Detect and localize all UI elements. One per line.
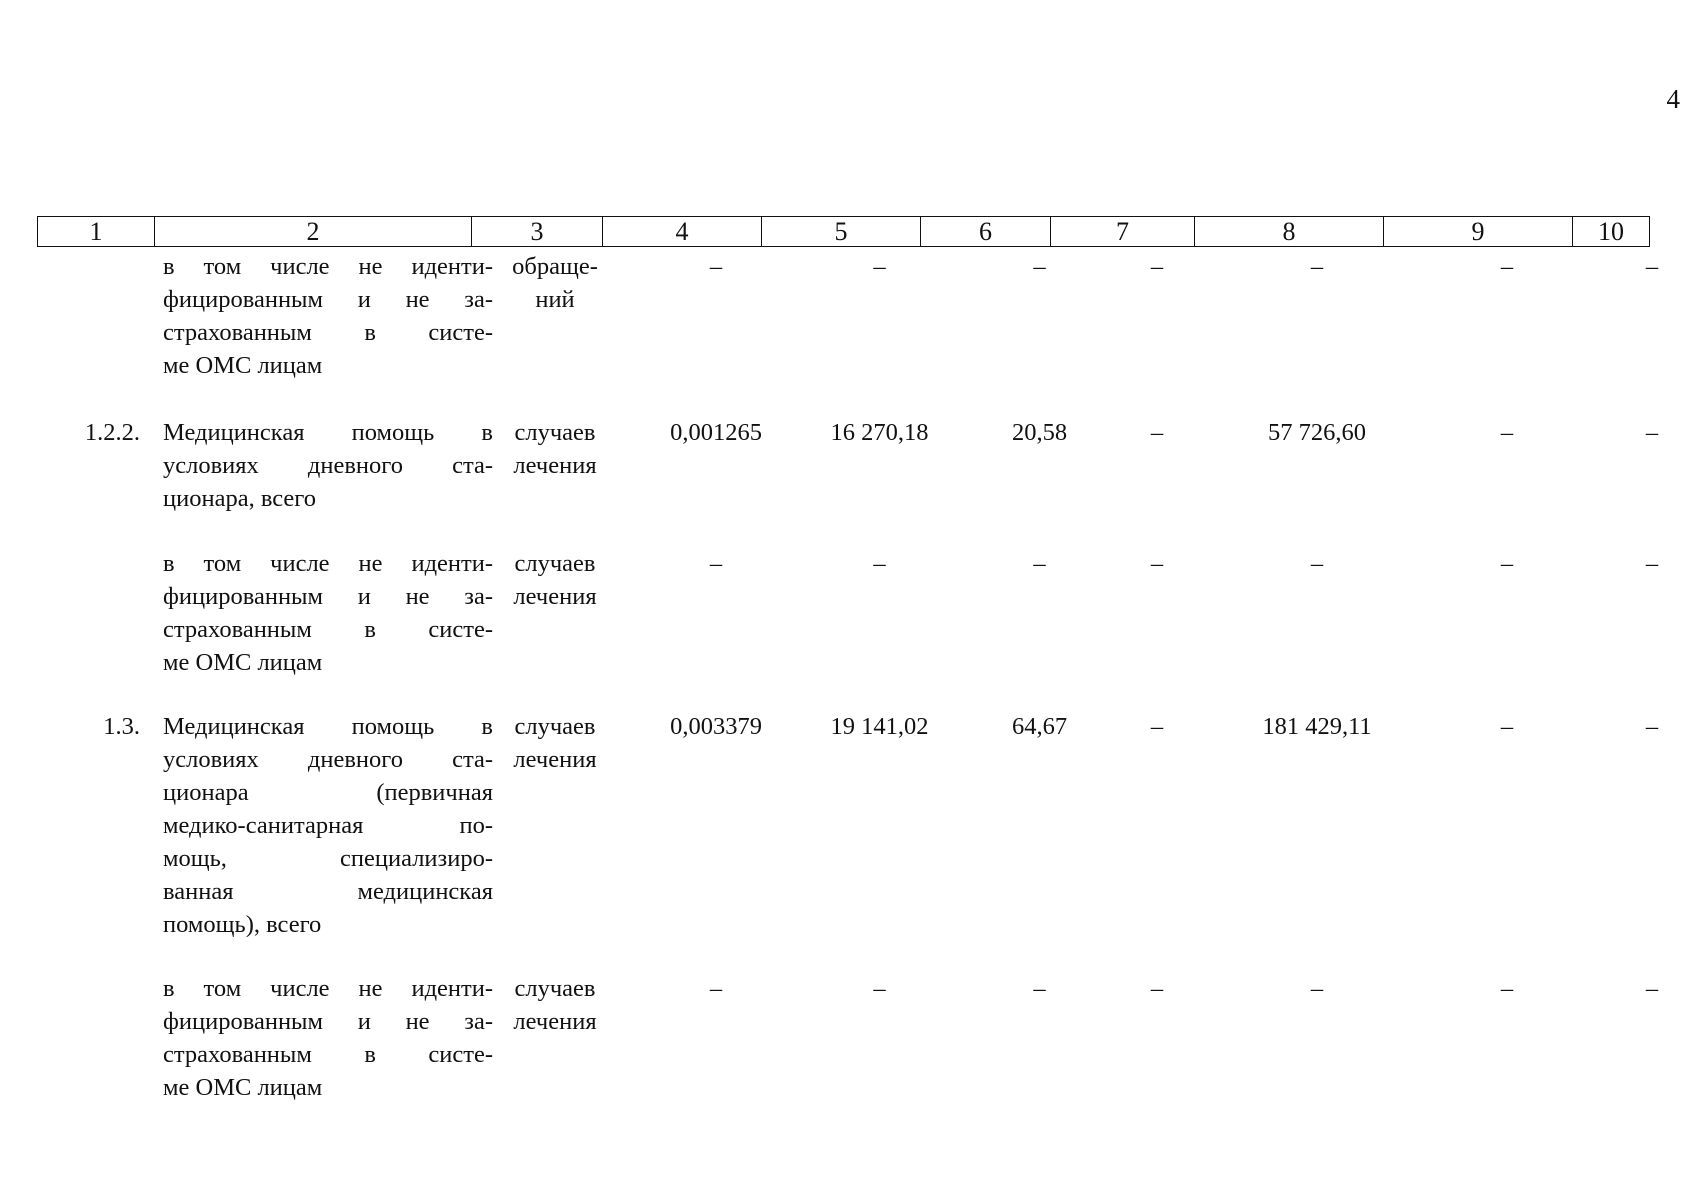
header-cell-8: 8 <box>1194 217 1383 246</box>
value-col-9: – <box>1500 713 1514 740</box>
header-cell-3: 3 <box>471 217 602 246</box>
header-cell-10: 10 <box>1572 217 1649 246</box>
value-col-4: 0,001265 <box>670 419 762 446</box>
row-name <box>163 710 493 941</box>
row-name-line: помощь), всего <box>163 911 322 938</box>
row-unit-line: лечения <box>513 1008 597 1035</box>
row-number: 1.3. <box>103 713 140 740</box>
value-col-7: – <box>1150 550 1164 577</box>
row-name-line: ме ОМС лицам <box>163 649 323 676</box>
row-unit-line: лечения <box>513 583 597 610</box>
value-col-6: – <box>1033 253 1046 280</box>
row-name-line: медико-санитарная по- <box>163 812 493 839</box>
value-col-6: – <box>1033 550 1046 577</box>
row-unit-line: случаев <box>514 713 596 740</box>
row-number: 1.2.2. <box>84 419 140 446</box>
value-col-6: 20,58 <box>1011 419 1068 446</box>
value-col-4: – <box>709 253 723 280</box>
header-cell-1: 1 <box>89 217 103 246</box>
table-header-row <box>37 216 1650 247</box>
page-number: 4 <box>1666 84 1680 114</box>
row-name-line: страхованным в систе- <box>163 319 493 346</box>
row-unit-line: случаев <box>514 419 596 446</box>
row-name-line: Медицинская помощь в <box>163 419 493 446</box>
value-col-9: – <box>1500 550 1514 577</box>
value-col-9: – <box>1500 975 1514 1002</box>
row-name-line: условиях дневного ста- <box>163 746 493 773</box>
row-name-line: ционара (первичная <box>163 779 493 806</box>
row-name-line: ционара, всего <box>163 485 316 512</box>
row-name-line: страхованным в систе- <box>163 1041 493 1068</box>
header-cell-9: 9 <box>1383 217 1572 246</box>
value-col-9: – <box>1500 253 1514 280</box>
row-name-line: страхованным в систе- <box>163 616 493 643</box>
value-col-7: – <box>1150 975 1164 1002</box>
value-col-8: – <box>1310 550 1324 577</box>
row-name-line: условиях дневного ста- <box>163 452 493 479</box>
value-col-6: – <box>1033 975 1046 1002</box>
value-col-6: 64,67 <box>1011 713 1068 740</box>
value-col-8: – <box>1310 975 1324 1002</box>
row-unit-line: случаев <box>514 550 596 577</box>
value-col-4: – <box>709 975 723 1002</box>
row-name <box>163 250 493 382</box>
row-name-line: в том числе не иденти- <box>163 550 493 577</box>
value-col-7: – <box>1150 419 1164 446</box>
value-col-7: – <box>1150 713 1164 740</box>
value-col-5: 16 270,18 <box>830 419 929 446</box>
value-col-10: – <box>1645 713 1659 740</box>
value-col-4: 0,003379 <box>670 713 762 740</box>
value-col-9: – <box>1500 419 1514 446</box>
row-name <box>163 972 493 1104</box>
row-name-line: в том числе не иденти- <box>163 253 493 280</box>
header-cell-7: 7 <box>1050 217 1194 246</box>
row-unit-line: ний <box>535 286 575 313</box>
row-unit-line: лечения <box>513 746 597 773</box>
header-cell-6: 6 <box>920 217 1050 246</box>
value-col-5: – <box>873 253 886 280</box>
row-name-line: Медицинская помощь в <box>163 713 493 740</box>
header-cell-2: 2 <box>154 217 471 246</box>
value-col-5: – <box>873 550 886 577</box>
value-col-7: – <box>1150 253 1164 280</box>
value-col-10: – <box>1645 975 1659 1002</box>
value-col-4: – <box>709 550 723 577</box>
row-name-line: ме ОМС лицам <box>163 352 323 379</box>
value-col-5: – <box>873 975 886 1002</box>
value-col-10: – <box>1645 253 1659 280</box>
row-name-line: фицированным и не за- <box>163 1008 493 1035</box>
row-name-line: ванная медицинская <box>163 878 493 905</box>
header-cell-5: 5 <box>761 217 920 246</box>
row-unit-line: обраще- <box>512 253 598 280</box>
value-col-5: 19 141,02 <box>830 713 929 740</box>
row-unit-line: лечения <box>513 452 597 479</box>
row-name-line: ме ОМС лицам <box>163 1074 323 1101</box>
value-col-10: – <box>1645 550 1659 577</box>
row-name-line: фицированным и не за- <box>163 286 493 313</box>
value-col-10: – <box>1645 419 1659 446</box>
row-name-line: фицированным и не за- <box>163 583 493 610</box>
row-name-line: в том числе не иденти- <box>163 975 493 1002</box>
row-name <box>163 416 493 515</box>
row-name <box>163 547 493 679</box>
row-unit-line: случаев <box>514 975 596 1002</box>
row-name-line: мощь, специализиро- <box>163 845 493 872</box>
value-col-8: 181 429,11 <box>1262 713 1372 740</box>
value-col-8: 57 726,60 <box>1268 419 1366 446</box>
value-col-8: – <box>1310 253 1324 280</box>
header-cell-4: 4 <box>602 217 761 246</box>
